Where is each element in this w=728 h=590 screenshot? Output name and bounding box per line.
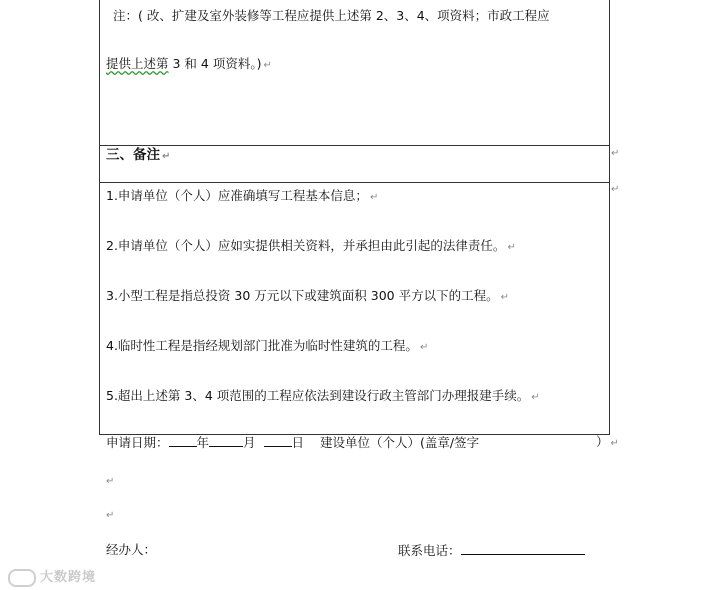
section-heading xyxy=(106,147,170,165)
month-blank[interactable] xyxy=(209,434,243,447)
remark-item xyxy=(106,288,509,306)
row-end-mark: ↵ xyxy=(611,184,620,195)
phone-blank[interactable] xyxy=(461,542,585,555)
remark-item xyxy=(106,388,540,406)
remark-item xyxy=(106,188,378,206)
phone-field xyxy=(398,542,585,559)
paragraph-mark: ↵ xyxy=(419,342,429,353)
note-line-2 xyxy=(106,56,272,74)
paragraph-mark: ↵ xyxy=(162,151,171,162)
remark-item-text: 4.临时性工程是指经规划部门批准为临时性建筑的工程。 xyxy=(106,338,418,353)
remark-item-text: 3.小型工程是指总投资 30 万元以下或建筑面积 300 平方以下的工程。 xyxy=(106,288,499,303)
empty-paragraph-mark: ↵ xyxy=(106,510,115,521)
application-date-line xyxy=(106,434,479,451)
section-heading-text: 三、备注 xyxy=(106,147,160,163)
note-line-2-rest: 3 和 4 项资料。) xyxy=(168,56,262,71)
remark-item-text: 1.申请单位（个人）应准确填写工程基本信息； xyxy=(106,188,368,203)
paragraph-mark: ↵ xyxy=(610,438,619,449)
paragraph-mark: ↵ xyxy=(507,242,516,253)
day-label: 日 xyxy=(291,435,305,450)
year-blank[interactable] xyxy=(169,434,197,447)
remark-item-text: 5.超出上述第 3、4 项范围的工程应依法到建设行政主管部门办理报建手续。 xyxy=(106,388,530,403)
note-line-1 xyxy=(113,8,550,24)
watermark-logo-icon xyxy=(8,569,36,587)
empty-paragraph-mark: ↵ xyxy=(106,476,115,487)
paragraph-mark: ↵ xyxy=(500,292,509,303)
remark-item xyxy=(106,238,516,256)
year-label: 年 xyxy=(196,435,210,450)
note-line-2-prefix: 提供上述第 xyxy=(106,56,169,71)
day-blank[interactable] xyxy=(264,434,292,447)
close-paren-text: ） xyxy=(596,434,609,449)
month-label: 月 xyxy=(243,435,256,450)
section-heading-cell xyxy=(99,145,610,183)
watermark-text: 大数跨境 xyxy=(40,570,97,585)
remark-item-text: 2.申请单位（个人）应如实提供相关资料，并承担由此引起的法律责任。 xyxy=(106,238,506,253)
paragraph-mark: ↵ xyxy=(369,192,379,203)
phone-label: 联系电话： xyxy=(398,543,461,558)
date-label: 申请日期： xyxy=(106,435,169,450)
paragraph-mark: ↵ xyxy=(263,60,272,71)
row-end-mark: ↵ xyxy=(611,148,620,159)
handler-label: 经办人： xyxy=(106,542,157,557)
construction-unit-label: 建设单位（个人）(盖章/签字 xyxy=(320,435,480,450)
watermark xyxy=(8,566,96,587)
unit-close-paren xyxy=(596,434,619,452)
note-line-1-text: 注：( 改、扩建及室外装修等工程应提供上述第 2、3、4、项资料；市政工程应 xyxy=(113,8,550,23)
handler-field xyxy=(106,542,156,558)
remark-item xyxy=(106,338,428,356)
paragraph-mark: ↵ xyxy=(531,392,540,403)
